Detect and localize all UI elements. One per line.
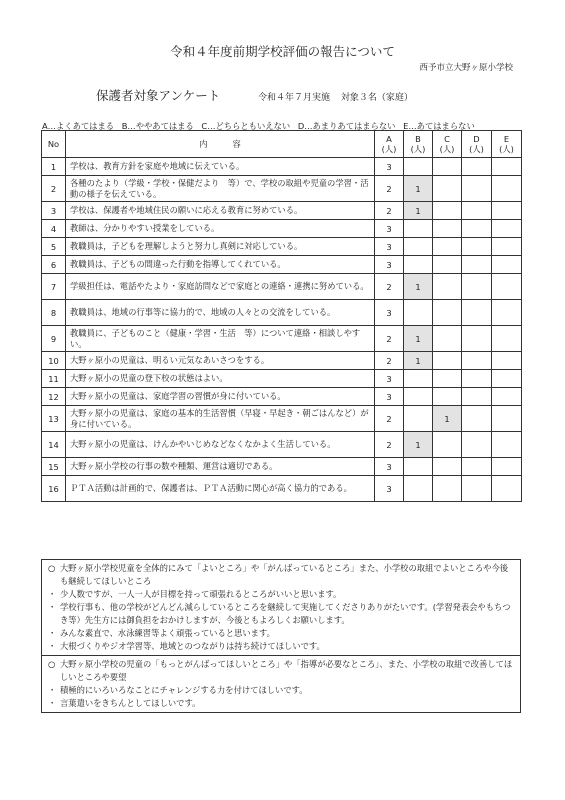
row-content: 教師は、分かりやすい授業をしている。 <box>66 220 375 238</box>
count-c <box>433 220 462 238</box>
legend-b: B…ややあてはまる <box>121 121 194 131</box>
count-e <box>492 220 522 238</box>
row-content: 教職員は、子どもの間違った行動を指導してくれている。 <box>66 256 375 274</box>
count-c <box>433 432 462 458</box>
table-header-row <box>42 131 522 158</box>
row-content: ＰＴＡ活動は計画的で、保護者は、ＰＴＡ活動に関心が高く協力的である。 <box>66 476 375 502</box>
legend-d: D…あまりあてはまらない <box>297 121 396 131</box>
row-content: 大野ヶ原小の児童は、家庭学習の習慣が身に付いている。 <box>66 388 375 406</box>
count-a: 3 <box>375 458 404 476</box>
table-body <box>42 158 522 502</box>
comment-bullet <box>48 601 514 627</box>
row-number: 9 <box>42 326 66 352</box>
row-number: 10 <box>42 352 66 370</box>
count-b: 1 <box>404 326 433 352</box>
comment-bullet-text: 学校行事も、他の学校がどんどん減らしているところを継続して実施してくださりありがたいです。(学習発表会やもちつき等）先生方には御負担をおかけしますが、今後ともよろしくお願いします。 <box>60 602 511 625</box>
row-number: 5 <box>42 238 66 256</box>
comment-bullet <box>48 684 514 697</box>
row-number: 16 <box>42 476 66 502</box>
count-d <box>462 274 492 300</box>
count-b <box>404 300 433 326</box>
count-e <box>492 432 522 458</box>
bullet-mark: ・ <box>48 685 57 695</box>
comment-heading <box>48 658 514 684</box>
count-c <box>433 238 462 256</box>
count-d <box>462 176 492 202</box>
comment-bullet-text: 積極的にいろいろなことにチャレンジする力を付けてほしいです。 <box>60 685 308 695</box>
count-e <box>492 352 522 370</box>
count-d <box>462 238 492 256</box>
count-d <box>462 370 492 388</box>
survey-date: 令和４年７月実施 <box>258 93 331 103</box>
comment-bullet-text: みんな素直で、水泳練習等よく頑張っていると思います。 <box>60 628 275 638</box>
count-d <box>462 256 492 274</box>
table-row <box>42 432 522 458</box>
header-no: No <box>42 131 66 158</box>
count-b: 1 <box>404 352 433 370</box>
row-number: 3 <box>42 202 66 220</box>
row-number: 6 <box>42 256 66 274</box>
table-row <box>42 238 522 256</box>
table-row <box>42 158 522 176</box>
count-b <box>404 220 433 238</box>
count-b: 1 <box>404 274 433 300</box>
row-number: 13 <box>42 406 66 432</box>
table-row <box>42 352 522 370</box>
row-content: 学校は、教育方針を家庭や地域に伝えている。 <box>66 158 375 176</box>
count-a: 2 <box>375 202 404 220</box>
comment-bullet <box>48 588 514 601</box>
count-c <box>433 300 462 326</box>
row-content: 教職員に、子どものこと（健康・学習・生活 等）について連絡・相談しやすい。 <box>66 326 375 352</box>
count-a: 3 <box>375 220 404 238</box>
count-a: 3 <box>375 238 404 256</box>
count-c <box>433 370 462 388</box>
table-row <box>42 326 522 352</box>
count-e <box>492 388 522 406</box>
count-c: 1 <box>433 406 462 432</box>
school-name: 西予市立大野ヶ原小学校 <box>419 63 513 73</box>
table-row <box>42 274 522 300</box>
comment-section <box>42 560 520 655</box>
table-row <box>42 458 522 476</box>
table-row <box>42 406 522 432</box>
row-content: 大野ヶ原小の児童は、けんかやいじめなどなくなかよく生活している。 <box>66 432 375 458</box>
count-e <box>492 158 522 176</box>
row-content: 大野ヶ原小の児童は、家庭の基本的生活習慣（早寝・早起き・朝ごはんなど）が身に付いている。 <box>66 406 375 432</box>
legend-e: E…あてはまらない <box>403 121 475 131</box>
table-row <box>42 388 522 406</box>
count-d <box>462 158 492 176</box>
table-row <box>42 300 522 326</box>
comment-heading-text: 大野ヶ原小学校児童を全体的にみて「よいところ」や「がんばっているところ」また、小学校の取組でよいところや今後も継続してほしいところ <box>60 563 509 586</box>
bullet-mark: ・ <box>48 698 57 708</box>
row-content: 大野ヶ原小学校の行事の数や種類、運営は適切である。 <box>66 458 375 476</box>
count-a: 2 <box>375 406 404 432</box>
survey-meta <box>258 90 421 103</box>
count-d <box>462 352 492 370</box>
legend-c: C…どちらともいえない <box>201 121 291 131</box>
count-b <box>404 388 433 406</box>
comment-bullet-text: 少人数ですが、一人一人が目標を持って頑張れるところがいいと思います。 <box>60 589 342 599</box>
count-d <box>462 388 492 406</box>
count-c <box>433 176 462 202</box>
count-b <box>404 406 433 432</box>
comment-bullet-text: 大根づくりやジオ学習等、地域とのつながりは持ち続けてほしいです。 <box>60 641 325 651</box>
header-col-b: B (人) <box>404 131 433 158</box>
comment-bullet <box>48 627 514 640</box>
comment-bullet-text: 言葉遣いをきちんとしてほしいです。 <box>60 698 201 708</box>
count-d <box>462 476 492 502</box>
comment-heading <box>48 562 514 588</box>
bullet-mark: ・ <box>48 641 57 651</box>
count-a: 3 <box>375 300 404 326</box>
count-d <box>462 220 492 238</box>
comment-bullet <box>48 697 514 710</box>
count-a: 3 <box>375 158 404 176</box>
bullet-mark: ・ <box>48 589 57 599</box>
count-c <box>433 256 462 274</box>
row-number: 4 <box>42 220 66 238</box>
count-b: 1 <box>404 432 433 458</box>
count-b <box>404 238 433 256</box>
survey-table <box>41 130 522 502</box>
comments-box <box>41 559 521 713</box>
count-c <box>433 274 462 300</box>
count-b <box>404 158 433 176</box>
count-e <box>492 256 522 274</box>
count-e <box>492 274 522 300</box>
count-d <box>462 406 492 432</box>
row-number: 11 <box>42 370 66 388</box>
row-number: 12 <box>42 388 66 406</box>
comment-heading-text: 大野ヶ原小学校の児童の「もっとがんばってほしいところ」や「指導が必要なところ」、また、小学校の取組で改善してほしいところや要望 <box>60 659 513 682</box>
row-number: 7 <box>42 274 66 300</box>
count-b <box>404 476 433 502</box>
header-col-c: C (人) <box>433 131 462 158</box>
row-content: 教職員は，子どもを理解しようと努力し真剣に対応している。 <box>66 238 375 256</box>
count-d <box>462 326 492 352</box>
count-a: 3 <box>375 476 404 502</box>
count-c <box>433 388 462 406</box>
table-row <box>42 476 522 502</box>
row-content: 各種のたより（学級・学校・保健だより 等）で、学校の取組や児童の学習・活動の様子を伝えている。 <box>66 176 375 202</box>
count-e <box>492 476 522 502</box>
count-c <box>433 158 462 176</box>
header-col-a: A (人) <box>375 131 404 158</box>
survey-target: 対象３名（家庭） <box>340 93 413 103</box>
legend-a: A…よくあてはまる <box>42 121 115 131</box>
row-number: 15 <box>42 458 66 476</box>
count-c <box>433 326 462 352</box>
count-a: 2 <box>375 432 404 458</box>
count-d <box>462 432 492 458</box>
count-b: 1 <box>404 202 433 220</box>
count-d <box>462 300 492 326</box>
count-c <box>433 476 462 502</box>
row-content: 学級担任は、電話やたより・家庭訪問などで家庭との連絡・連携に努めている。 <box>66 274 375 300</box>
count-d <box>462 202 492 220</box>
count-e <box>492 238 522 256</box>
comment-section <box>42 655 520 712</box>
bullet-mark: ・ <box>48 602 57 612</box>
table-row <box>42 370 522 388</box>
count-b <box>404 458 433 476</box>
count-a: 3 <box>375 370 404 388</box>
table-row <box>42 256 522 274</box>
survey-title: 保護者対象アンケート <box>96 88 221 103</box>
count-b <box>404 370 433 388</box>
count-e <box>492 370 522 388</box>
header-col-e: E (人) <box>492 131 522 158</box>
count-b <box>404 256 433 274</box>
count-e <box>492 300 522 326</box>
table-row <box>42 202 522 220</box>
count-a: 2 <box>375 352 404 370</box>
row-number: 14 <box>42 432 66 458</box>
bullet-mark: ・ <box>48 628 57 638</box>
row-number: 1 <box>42 158 66 176</box>
count-e <box>492 202 522 220</box>
count-a: 3 <box>375 256 404 274</box>
count-a: 3 <box>375 388 404 406</box>
count-c <box>433 202 462 220</box>
page-title: 令和４年度前期学校評価の報告について <box>170 44 395 59</box>
count-c <box>433 458 462 476</box>
count-e <box>492 458 522 476</box>
circle-mark: ○ <box>48 659 56 669</box>
count-d <box>462 458 492 476</box>
table-row <box>42 220 522 238</box>
circle-mark: ○ <box>48 563 56 573</box>
row-number: 2 <box>42 176 66 202</box>
row-number: 8 <box>42 300 66 326</box>
count-e <box>492 406 522 432</box>
count-a: 2 <box>375 326 404 352</box>
row-content: 学校は、保護者や地域住民の願いに応える教育に努めている。 <box>66 202 375 220</box>
count-b: 1 <box>404 176 433 202</box>
row-content: 大野ヶ原小の児童は、明るい元気なあいさつをする。 <box>66 352 375 370</box>
row-content: 大野ヶ原小の児童の登下校の状態はよい。 <box>66 370 375 388</box>
count-e <box>492 326 522 352</box>
row-content: 教職員は、地域の行事等に協力的で、地域の人々との交流をしている。 <box>66 300 375 326</box>
header-col-d: D (人) <box>462 131 492 158</box>
table-row <box>42 176 522 202</box>
header-content: 内 容 <box>66 131 375 158</box>
count-c <box>433 352 462 370</box>
count-a: 2 <box>375 274 404 300</box>
count-a: 2 <box>375 176 404 202</box>
comment-bullet <box>48 640 514 653</box>
count-e <box>492 176 522 202</box>
